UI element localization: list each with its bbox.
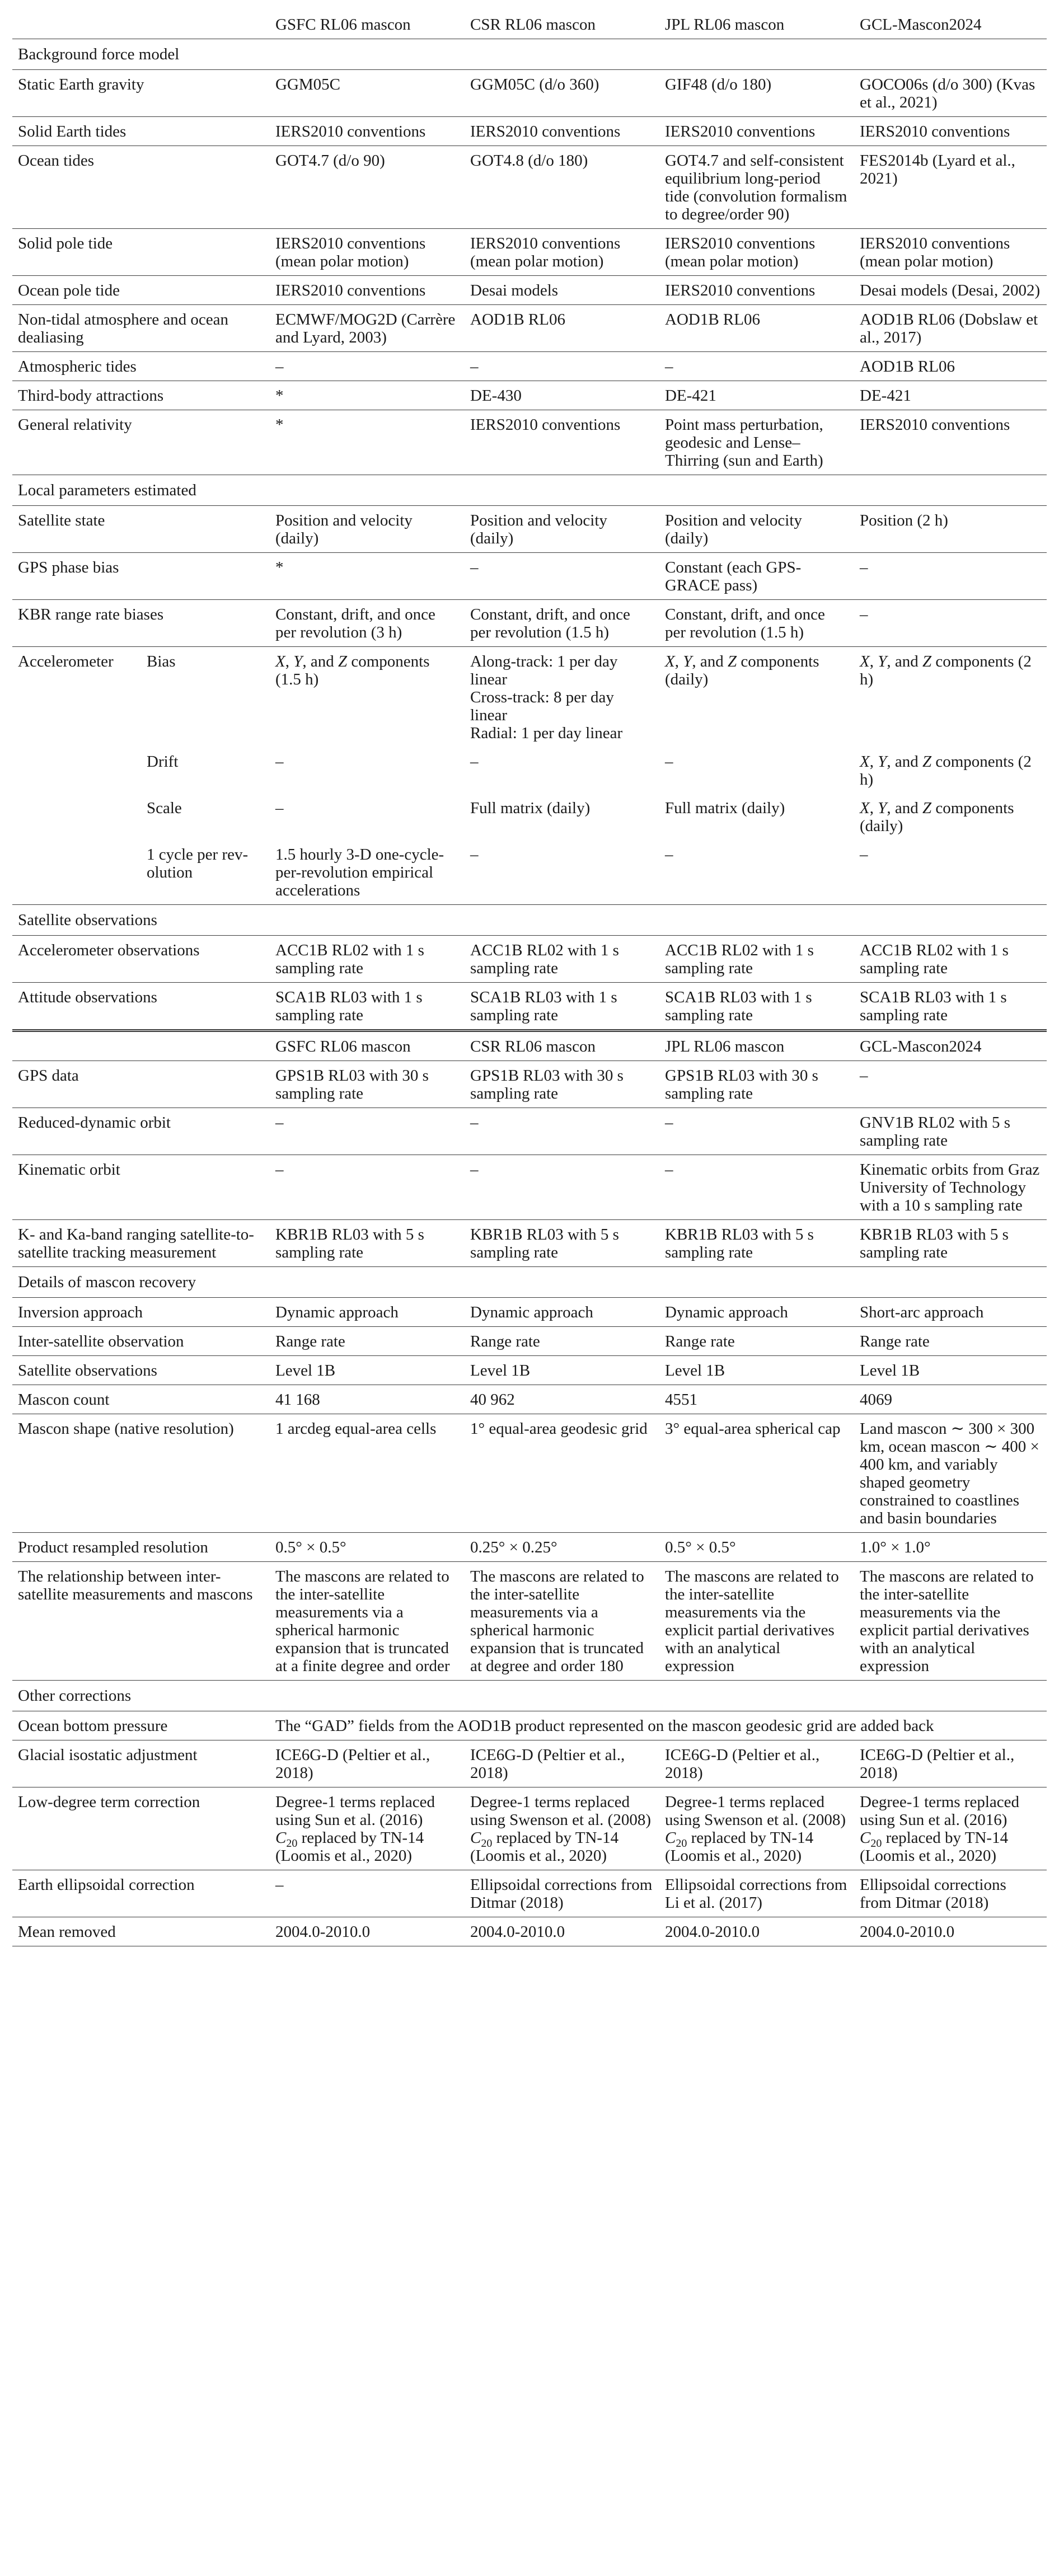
table-cell: 2004.0-2010.0 (659, 1917, 854, 1946)
table-cell: * (270, 410, 465, 475)
table-cell: IERS2010 conventions (659, 117, 854, 146)
row-label-static-earth-gravity: Static Earth gravity (12, 70, 270, 117)
table-cell: – (270, 1870, 465, 1917)
table-cell: Constant (each GPS-GRACE pass) (659, 553, 854, 600)
table-cell: Short-arc approach (854, 1298, 1047, 1327)
section-title: Details of mascon recovery (12, 1267, 1047, 1298)
row-label-gps-data: GPS data (12, 1061, 270, 1108)
table-cell: – (659, 1108, 854, 1155)
row-label-glacial-isostatic-adjustment: Glacial isostatic adjustment (12, 1740, 270, 1787)
c20-text: replaced by TN-14 (Loomis et al., 2020) (860, 1829, 1009, 1865)
table-cell: 2004.0-2010.0 (465, 1917, 659, 1946)
table-cell: DE-421 (659, 381, 854, 410)
table-cell: GOCO06s (d/o 300) (Kvas et al., 2021) (854, 70, 1047, 117)
table-cell: Along-track: 1 per day linear Cross-track: 8 per day linear Radial: 1 per day linear (470, 653, 623, 742)
ocean-bottom-pressure-text: The “GAD” fields from the AOD1B product represented on the mascon geodesic grid are added back (270, 1711, 1047, 1740)
row-label-inter-satellite-observation: Inter-satellite observation (12, 1327, 270, 1356)
sub-label-1-cycle-per-rev-olution: 1 cycle per rev-olution (141, 840, 270, 905)
table-cell: – (659, 840, 854, 905)
table-cell: Position and velocity (daily) (465, 506, 659, 553)
table-cell: KBR1B RL03 with 5 s sampling rate (465, 1220, 659, 1267)
row-label-mascon-shape-native-resolution: Mascon shape (native resolution) (12, 1414, 270, 1533)
table-cell: – (854, 840, 1047, 905)
table-cell: SCA1B RL03 with 1 s sampling rate (659, 983, 854, 1031)
table-row (12, 1787, 1047, 1870)
table-row (12, 600, 1047, 647)
table-cell: AOD1B RL06 (465, 305, 659, 352)
table-cell: Constant, drift, and once per revolution (3 h) (270, 600, 465, 647)
table-cell: IERS2010 conventions (mean polar motion) (465, 229, 659, 276)
table-cell: – (465, 1108, 659, 1155)
header-row (12, 10, 1047, 39)
degree1-text: Degree-1 terms replaced using Swenson et al. (2008) (665, 1793, 846, 1829)
table-cell: – (665, 753, 673, 771)
table-row (12, 1711, 1047, 1740)
mascon-comparison-table (12, 10, 1047, 1946)
table-cell: GOT4.7 (d/o 90) (270, 146, 465, 229)
sub-label-bias: Bias (147, 653, 176, 670)
table-row (12, 381, 1047, 410)
row-label-satellite-state: Satellite state (12, 506, 270, 553)
table-cell: KBR1B RL03 with 5 s sampling rate (854, 1220, 1047, 1267)
table-cell: KBR1B RL03 with 5 s sampling rate (659, 1220, 854, 1267)
table-row (12, 553, 1047, 600)
accelerometer-subrow (12, 647, 1047, 748)
table-cell: – (270, 352, 465, 381)
table-cell: GOT4.8 (d/o 180) (465, 146, 659, 229)
table-cell: GGM05C (d/o 360) (465, 70, 659, 117)
table-cell: SCA1B RL03 with 1 s sampling rate (854, 983, 1047, 1031)
table-row (12, 1414, 1047, 1533)
c20-subscript: 20 (870, 1837, 882, 1850)
c20-text: replaced by TN-14 (Loomis et al., 2020) (665, 1829, 814, 1865)
table-cell (854, 1787, 1047, 1870)
section-row (12, 1267, 1047, 1298)
table-cell: – (465, 1155, 659, 1220)
table-cell: – (275, 799, 284, 817)
table-cell: Range rate (270, 1327, 465, 1356)
table-row (12, 276, 1047, 305)
table-row (12, 1533, 1047, 1562)
table-cell: IERS2010 conventions (270, 117, 465, 146)
table-row (12, 1327, 1047, 1356)
row-label-product-resampled-resolution: Product resampled resolution (12, 1533, 270, 1562)
row-label-satellite-observations: Satellite observations (12, 1356, 270, 1385)
table-row (12, 1061, 1047, 1108)
column-header: CSR RL06 mascon (465, 10, 659, 39)
row-label-accelerometer-observations: Accelerometer observations (12, 936, 270, 983)
table-cell: Ellipsoidal corrections from Ditmar (2018) (854, 1870, 1047, 1917)
table-cell: FES2014b (Lyard et al., 2021) (854, 146, 1047, 229)
row-label-accelerometer: Accelerometer (12, 647, 141, 905)
header-corner (12, 1031, 270, 1061)
table-cell: ICE6G-D (Peltier et al., 2018) (659, 1740, 854, 1787)
sub-label-scale: Scale (147, 799, 182, 817)
section-title: Satellite observations (12, 905, 1047, 936)
table-row (12, 1385, 1047, 1414)
table-cell: GPS1B RL03 with 30 s sampling rate (465, 1061, 659, 1108)
table-cell: * (270, 553, 465, 600)
row-label-mascon-count: Mascon count (12, 1385, 270, 1414)
table-cell: ACC1B RL02 with 1 s sampling rate (854, 936, 1047, 983)
degree1-text: Degree-1 terms replaced using Sun et al. (2016) (275, 1793, 435, 1829)
table-cell: Level 1B (270, 1356, 465, 1385)
section-row (12, 475, 1047, 506)
table-cell: Level 1B (854, 1356, 1047, 1385)
table-row (12, 1356, 1047, 1385)
row-label-ocean-bottom-pressure: Ocean bottom pressure (12, 1711, 270, 1740)
table-cell: 4069 (854, 1385, 1047, 1414)
section-title: Local parameters estimated (12, 475, 1047, 506)
table-row (12, 117, 1047, 146)
table-row (12, 410, 1047, 475)
row-label-earth-ellipsoidal-correction: Earth ellipsoidal correction (12, 1870, 270, 1917)
c20-subscript: 20 (286, 1837, 298, 1850)
table-cell: IERS2010 conventions (854, 410, 1047, 475)
table-cell: Range rate (659, 1327, 854, 1356)
table-cell: Constant, drift, and once per revolution (1.5 h) (659, 600, 854, 647)
table-cell: – (270, 1155, 465, 1220)
row-label-ocean-pole-tide: Ocean pole tide (12, 276, 270, 305)
table-row (12, 983, 1047, 1031)
table-cell: GIF48 (d/o 180) (659, 70, 854, 117)
table-cell: IERS2010 conventions (659, 276, 854, 305)
table-cell: – (659, 352, 854, 381)
table-cell: Constant, drift, and once per revolution (1.5 h) (465, 600, 659, 647)
table-row (12, 1220, 1047, 1267)
column-header: GCL-Mascon2024 (854, 10, 1047, 39)
table-cell: IERS2010 conventions (mean polar motion) (270, 229, 465, 276)
table-cell: IERS2010 conventions (270, 276, 465, 305)
table-cell: The mascons are related to the inter-satellite measurements via a spherical harmonic expansion that is truncated at degree and order 180 (465, 1562, 659, 1681)
table-cell: Dynamic approach (465, 1298, 659, 1327)
table-cell: Point mass perturbation, geodesic and Lense–Thirring (sun and Earth) (659, 410, 854, 475)
row-label-low-degree-term-correction: Low-degree term correction (12, 1787, 270, 1870)
row-label-ocean-tides: Ocean tides (12, 146, 270, 229)
table-cell: * (270, 381, 465, 410)
table-cell: Ellipsoidal corrections from Ditmar (2018) (465, 1870, 659, 1917)
table-cell: Full matrix (daily) (665, 799, 785, 817)
table-cell: AOD1B RL06 (Dobslaw et al., 2017) (854, 305, 1047, 352)
table-cell: ICE6G-D (Peltier et al., 2018) (270, 1740, 465, 1787)
table-cell: IERS2010 conventions (mean polar motion) (659, 229, 854, 276)
table-cell: – (854, 1061, 1047, 1108)
table-cell: Range rate (854, 1327, 1047, 1356)
table-cell: Desai models (465, 276, 659, 305)
section-row (12, 905, 1047, 936)
table-cell: DE-421 (854, 381, 1047, 410)
accelerometer-subrow (12, 794, 1047, 840)
table-cell: IERS2010 conventions (465, 410, 659, 475)
table-cell: GPS1B RL03 with 30 s sampling rate (270, 1061, 465, 1108)
table-cell: – (470, 753, 479, 771)
table-cell: The mascons are related to the inter-satellite measurements via the explicit partial derivatives with an analytical expression (659, 1562, 854, 1681)
table-cell: – (465, 553, 659, 600)
table-cell: – (465, 840, 659, 905)
row-label-non-tidal-atmosphere-and-ocean-dealiasing: Non-tidal atmosphere and ocean dealiasing (12, 305, 270, 352)
table-cell: GOT4.7 and self-consistent equilibrium long-period tide (convolution formalism to degree/order 90) (659, 146, 854, 229)
row-label-reduced-dynamic-orbit: Reduced-dynamic orbit (12, 1108, 270, 1155)
row-label-solid-pole-tide: Solid pole tide (12, 229, 270, 276)
table-cell: Full matrix (daily) (470, 799, 591, 817)
table-cell: 2004.0-2010.0 (270, 1917, 465, 1946)
header-corner (12, 10, 270, 39)
table-row (12, 70, 1047, 117)
table-row (12, 936, 1047, 983)
table-cell: Ellipsoidal corrections from Li et al. (2017) (659, 1870, 854, 1917)
table-row (12, 146, 1047, 229)
table-cell: The mascons are related to the inter-satellite measurements via the explicit partial derivatives with an analytical expression (854, 1562, 1047, 1681)
row-label-third-body-attractions: Third-body attractions (12, 381, 270, 410)
table-cell: ICE6G-D (Peltier et al., 2018) (465, 1740, 659, 1787)
column-header: GCL-Mascon2024 (854, 1031, 1047, 1061)
table-row (12, 352, 1047, 381)
column-header: JPL RL06 mascon (659, 10, 854, 39)
c20-symbol: C (275, 1829, 287, 1847)
c20-symbol: C (665, 1829, 676, 1847)
column-header: CSR RL06 mascon (465, 1031, 659, 1061)
table-cell: IERS2010 conventions (465, 117, 659, 146)
table-cell: 0.5° × 0.5° (270, 1533, 465, 1562)
table-row (12, 1562, 1047, 1681)
accelerometer-subrow (12, 747, 1047, 794)
row-label-kinematic-orbit: Kinematic orbit (12, 1155, 270, 1220)
table-cell: – (465, 352, 659, 381)
row-label-k-and-ka-band-ranging-satellite-to-satellite-tracking-measurement: K- and Ka-band ranging satellite-to-satellite tracking measurement (12, 1220, 270, 1267)
section-row (12, 1681, 1047, 1711)
table-row (12, 506, 1047, 553)
table-cell: – (659, 1155, 854, 1220)
table-cell: 1° equal-area geodesic grid (465, 1414, 659, 1533)
c20-symbol: C (470, 1829, 481, 1847)
c20-text: replaced by TN-14 (Loomis et al., 2020) (470, 1829, 619, 1865)
table-cell: Dynamic approach (270, 1298, 465, 1327)
table-cell (659, 1787, 854, 1870)
row-label-atmospheric-tides: Atmospheric tides (12, 352, 270, 381)
table-cell: DE-430 (465, 381, 659, 410)
table-cell: X, Y, and Z components (daily) (665, 653, 819, 688)
table-cell: Land mascon ∼ 300 × 300 km, ocean mascon ∼ 400 × 400 km, and variably shaped geometry constrained to coastlines and basin boundaries (854, 1414, 1047, 1533)
table-cell: KBR1B RL03 with 5 s sampling rate (270, 1220, 465, 1267)
table-cell: ACC1B RL02 with 1 s sampling rate (465, 936, 659, 983)
table-cell: Position (2 h) (854, 506, 1047, 553)
table-cell: Dynamic approach (659, 1298, 854, 1327)
table-cell: 0.25° × 0.25° (465, 1533, 659, 1562)
row-label-mean-removed: Mean removed (12, 1917, 270, 1946)
table-cell: Level 1B (659, 1356, 854, 1385)
sub-label-drift: Drift (147, 753, 179, 771)
table-cell: 1.0° × 1.0° (854, 1533, 1047, 1562)
table-cell (465, 1787, 659, 1870)
table-cell: GGM05C (270, 70, 465, 117)
table-cell: 40 962 (465, 1385, 659, 1414)
table-cell: 2004.0-2010.0 (854, 1917, 1047, 1946)
column-header: GSFC RL06 mascon (270, 10, 465, 39)
table-cell: 1 arcdeg equal-area cells (270, 1414, 465, 1533)
row-label-attitude-observations: Attitude observations (12, 983, 270, 1031)
c20-subscript: 20 (481, 1837, 493, 1850)
table-cell: ICE6G-D (Peltier et al., 2018) (854, 1740, 1047, 1787)
table-cell: The mascons are related to the inter-satellite measurements via a spherical harmonic expansion that is truncated at a finite degree and order (270, 1562, 465, 1681)
table-cell: SCA1B RL03 with 1 s sampling rate (270, 983, 465, 1031)
accelerometer-subrow (12, 840, 1047, 905)
table-row (12, 305, 1047, 352)
table-row (12, 1298, 1047, 1327)
table-cell: – (270, 1108, 465, 1155)
row-label-the-relationship-between-inter-satellite-measurements-and-mascons: The relationship between inter-satellite measurements and mascons (12, 1562, 270, 1681)
table-page (12, 10, 1047, 1946)
table-cell: – (854, 600, 1047, 647)
table-cell: 3° equal-area spherical cap (659, 1414, 854, 1533)
table-cell: ACC1B RL02 with 1 s sampling rate (659, 936, 854, 983)
row-label-inversion-approach: Inversion approach (12, 1298, 270, 1327)
table-cell: AOD1B RL06 (659, 305, 854, 352)
table-cell (270, 1787, 465, 1870)
table-cell: Range rate (465, 1327, 659, 1356)
row-label-solid-earth-tides: Solid Earth tides (12, 117, 270, 146)
table-cell: 1.5 hourly 3-D one-cycle-per-revolution empirical accelerations (270, 840, 465, 905)
table-cell: Desai models (Desai, 2002) (854, 276, 1047, 305)
table-cell: 4551 (659, 1385, 854, 1414)
section-title: Other corrections (12, 1681, 1047, 1711)
table-cell: – (854, 553, 1047, 600)
table-cell: AOD1B RL06 (854, 352, 1047, 381)
table-cell: Position and velocity (daily) (270, 506, 465, 553)
row-label-kbr-range-rate-biases: KBR range rate biases (12, 600, 270, 647)
table-cell: X, Y, and Z components (1.5 h) (275, 653, 430, 688)
table-cell: IERS2010 conventions (854, 117, 1047, 146)
table-row (12, 1108, 1047, 1155)
section-title: Background force model (12, 39, 1047, 70)
table-cell: 0.5° × 0.5° (659, 1533, 854, 1562)
degree1-text: Degree-1 terms replaced using Swenson et al. (2008) (470, 1793, 651, 1829)
table-cell: – (275, 753, 284, 771)
table-cell: Position and velocity (daily) (659, 506, 854, 553)
row-label-general-relativity: General relativity (12, 410, 270, 475)
c20-subscript: 20 (676, 1837, 687, 1850)
table-cell: X, Y, and Z components (daily) (860, 799, 1014, 835)
column-header: GSFC RL06 mascon (270, 1031, 465, 1061)
table-cell: GPS1B RL03 with 30 s sampling rate (659, 1061, 854, 1108)
table-cell: ACC1B RL02 with 1 s sampling rate (270, 936, 465, 983)
c20-symbol: C (860, 1829, 871, 1847)
table-cell: 41 168 (270, 1385, 465, 1414)
table-cell: SCA1B RL03 with 1 s sampling rate (465, 983, 659, 1031)
table-cell: X, Y, and Z components (2 h) (860, 753, 1032, 789)
table-cell: IERS2010 conventions (mean polar motion) (854, 229, 1047, 276)
c20-text: replaced by TN-14 (Loomis et al., 2020) (275, 1829, 424, 1865)
table-row (12, 1740, 1047, 1787)
table-row (12, 229, 1047, 276)
table-row (12, 1917, 1047, 1946)
table-row (12, 1870, 1047, 1917)
degree1-text: Degree-1 terms replaced using Sun et al. (2016) (860, 1793, 1020, 1829)
table-cell: X, Y, and Z components (2 h) (860, 653, 1032, 688)
table-cell: Kinematic orbits from Graz University of Technology with a 10 s sampling rate (854, 1155, 1047, 1220)
table-row (12, 1155, 1047, 1220)
header-row (12, 1031, 1047, 1061)
column-header: JPL RL06 mascon (659, 1031, 854, 1061)
section-row (12, 39, 1047, 70)
table-cell: ECMWF/MOG2D (Carrère and Lyard, 2003) (270, 305, 465, 352)
table-cell: GNV1B RL02 with 5 s sampling rate (854, 1108, 1047, 1155)
row-label-gps-phase-bias: GPS phase bias (12, 553, 270, 600)
table-cell: Level 1B (465, 1356, 659, 1385)
